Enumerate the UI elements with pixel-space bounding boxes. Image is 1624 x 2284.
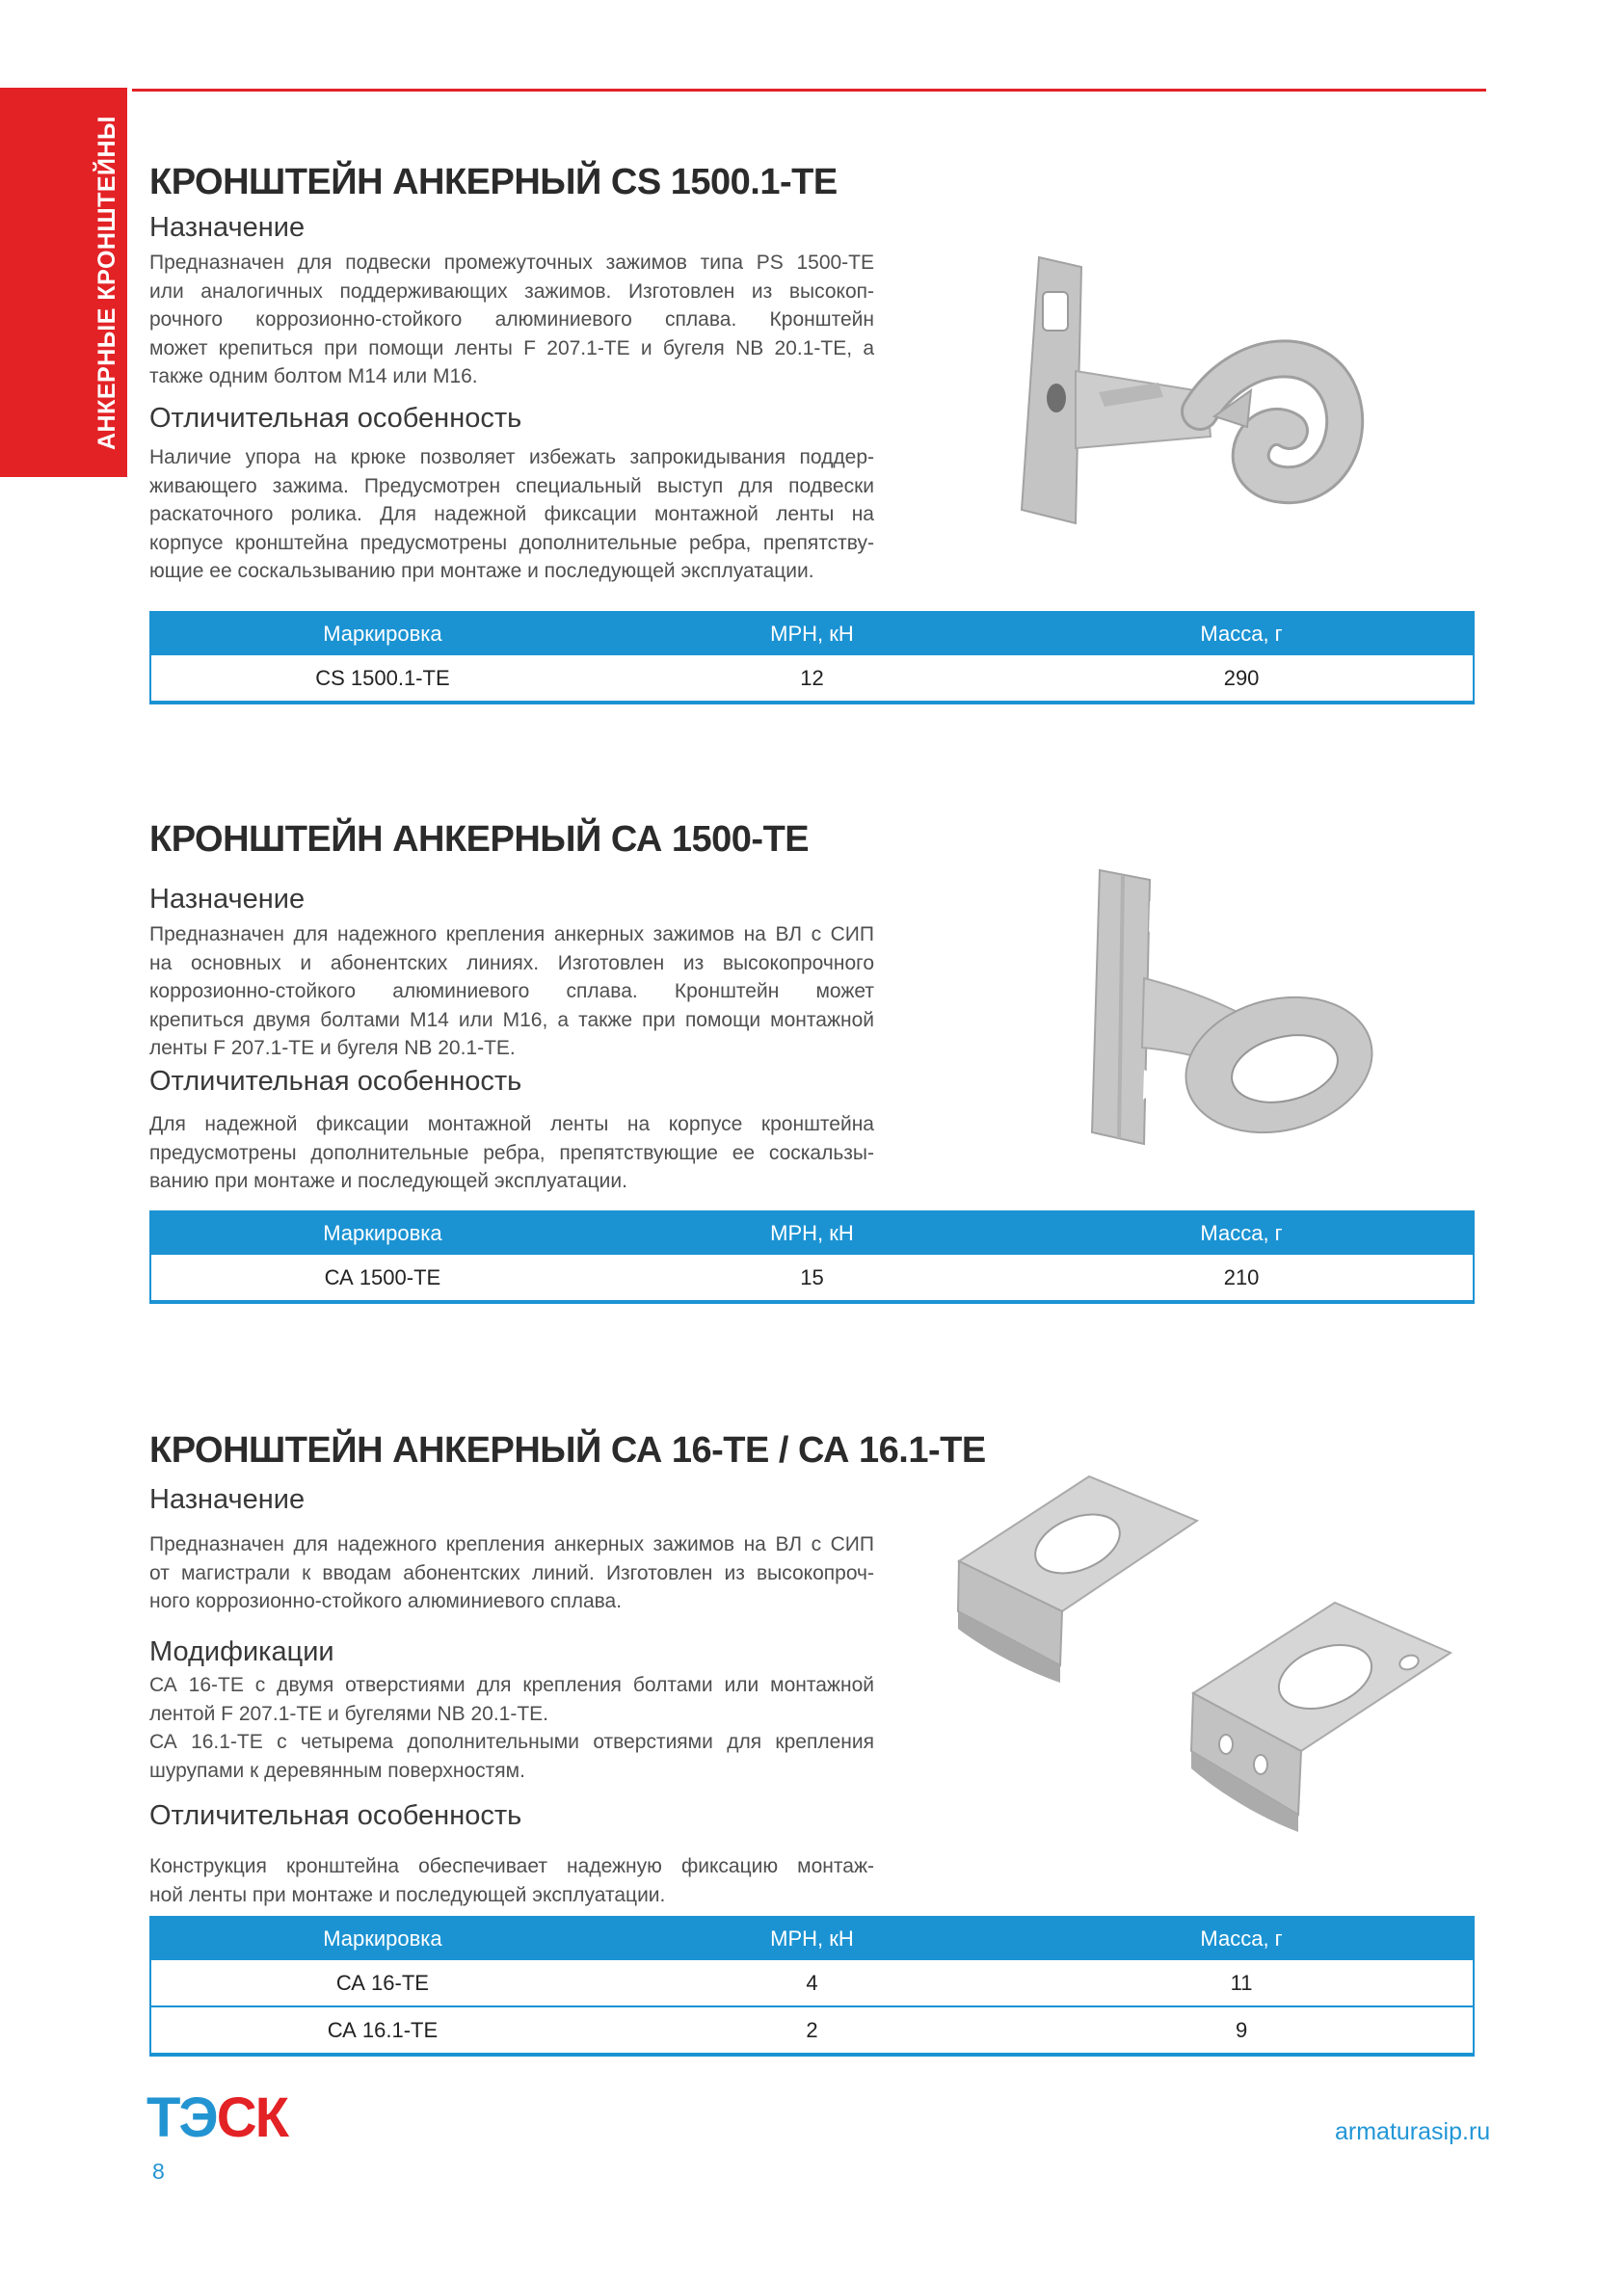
product-title-cs-1500-1-te: КРОНШТЕЙН АНКЕРНЫЙ CS 1500.1-ТЕ — [149, 162, 838, 202]
table-header-row — [151, 1918, 1473, 1960]
col-header-mrn: МРН, кН — [770, 622, 854, 646]
bracket-ca-16-te — [958, 1476, 1197, 1683]
tesk-logo — [146, 2086, 287, 2149]
cell-mark: СА 16.1-ТЕ — [327, 2017, 439, 2042]
purpose-text: Предназначен для надежного крепления анкерных зажимов на ВЛ с СИП от магистрали к вводам абонентских линий. Изготовлен из высокопроч- ного коррозионно-стойкого алюминиевого сплава. — [149, 1533, 874, 1612]
feature-text: Наличие упора на крюке позволяет избежать запрокидывания поддер- живающего зажима. Предусмотрен специальный выступ для подвески раскаточного ролика. Для надежной фиксации монтажной ленты на корпусе кронштейна предусмотрены дополнительные ребра, препятству- ющие ее соскальзыванию при монтаже и последующей эксплуатации. — [149, 446, 874, 582]
category-sidebar — [0, 88, 127, 477]
col-header-mass: Масса, г — [1200, 1926, 1283, 1951]
col-header-mark: Маркировка — [323, 1221, 442, 1245]
table-row — [151, 655, 1473, 701]
spec-table-ca-16-te — [149, 1916, 1475, 2057]
spec-table-ca-1500-te — [149, 1210, 1475, 1304]
table-row — [151, 2005, 1473, 2053]
feature-heading: Отличительная особенность — [149, 1066, 522, 1097]
product-photo-ca-16-te — [945, 1465, 1465, 1836]
site-link[interactable]: armaturasip.ru — [1335, 2118, 1491, 2145]
modifications-heading: Модификации — [149, 1636, 334, 1667]
logo-blue-part: ТЭ — [146, 2086, 217, 2149]
product-title-ca-1500-te: КРОНШТЕЙН АНКЕРНЫЙ СА 1500-ТЕ — [149, 819, 810, 860]
col-header-mass: Масса, г — [1200, 622, 1283, 646]
cell-mass: 11 — [1230, 1970, 1253, 1995]
cell-mass: 290 — [1223, 665, 1260, 690]
purpose-heading: Назначение — [149, 212, 306, 243]
spec-table-cs-1500-1-te — [149, 611, 1475, 704]
feature-text: Конструкция кронштейна обеспечивает надежную фиксацию монтаж- ной ленты при монтаже и последующей эксплуатации. — [149, 1855, 874, 1906]
purpose-text: Предназначен для подвески промежуточных зажимов типа PS 1500-ТЕ или аналогичных поддерживающих зажимов. Изготовлен из высокоп- рочного коррозионно-стойкого алюминиевого сплава. Кронштейн может крепиться при помощи ленты F 207.1-ТЕ и бугеля NB 20.1-ТЕ, а также одним болтом М14 или М16. — [149, 252, 874, 387]
col-header-mrn: МРН, кН — [770, 1221, 854, 1245]
top-rule — [132, 89, 1486, 92]
col-header-mark: Маркировка — [323, 1926, 442, 1951]
product-title-ca-16-te: КРОНШТЕЙН АНКЕРНЫЙ СА 16-ТЕ / СА 16.1-ТЕ — [149, 1430, 986, 1471]
cell-mark: CS 1500.1-ТЕ — [315, 665, 450, 690]
table-header-row — [151, 1212, 1473, 1255]
table-row — [151, 1255, 1473, 1300]
purpose-heading: Назначение — [149, 1484, 306, 1515]
cell-mark: СА 1500-ТЕ — [324, 1264, 441, 1289]
feature-heading: Отличительная особенность — [149, 403, 522, 434]
col-header-mrn: МРН, кН — [770, 1926, 854, 1951]
cell-mass: 9 — [1235, 2017, 1248, 2042]
purpose-text: Предназначен для надежного крепления анкерных зажимов на ВЛ с СИП на основных и абонентских линиях. Изготовлен из высокопрочного коррозионно-стойкого алюминиевого сплава. Кронштейн может крепиться двумя болтами М14 или М16, а также при помощи монтажной ленты F 207.1-ТЕ и бугеля NB 20.1-ТЕ. — [149, 923, 874, 1059]
logo-red-part: СК — [216, 2086, 287, 2149]
cell-mass: 210 — [1223, 1264, 1260, 1289]
cell-mrn: 15 — [800, 1264, 824, 1289]
page-number: 8 — [152, 2159, 165, 2184]
table-row — [151, 1960, 1473, 2005]
purpose-heading: Назначение — [149, 884, 306, 915]
product-photo-cs-1500-1-te — [983, 246, 1383, 535]
feature-heading: Отличительная особенность — [149, 1800, 522, 1831]
col-header-mass: Масса, г — [1200, 1221, 1283, 1245]
modifications-text: СА 16-ТЕ с двумя отверстиями для крепления болтами или монтажной лентой F 207.1-ТЕ и бугелями NB 20.1-ТЕ. СА 16.1-ТЕ с четырема дополнительными отверстиями для крепления шурупами к деревянным поверхностям. — [149, 1674, 874, 1782]
col-header-mark: Маркировка — [323, 622, 442, 646]
cell-mrn: 2 — [806, 2017, 818, 2042]
cell-mrn: 12 — [800, 665, 824, 690]
category-label: АНКЕРНЫЕ КРОНШТЕЙНЫ — [93, 115, 120, 450]
table-header-row — [151, 613, 1473, 655]
product-photo-ca-1500-te — [1036, 863, 1383, 1152]
cell-mrn: 4 — [806, 1970, 818, 1995]
cell-mark: СА 16-ТЕ — [335, 1970, 429, 1995]
feature-text: Для надежной фиксации монтажной ленты на корпусе кронштейна предусмотрены дополнительные ребра, препятствующие ее соскальзы- ванию при монтаже и последующей эксплуатации. — [149, 1113, 874, 1192]
bracket-ca-16-1-te — [1191, 1603, 1451, 1832]
